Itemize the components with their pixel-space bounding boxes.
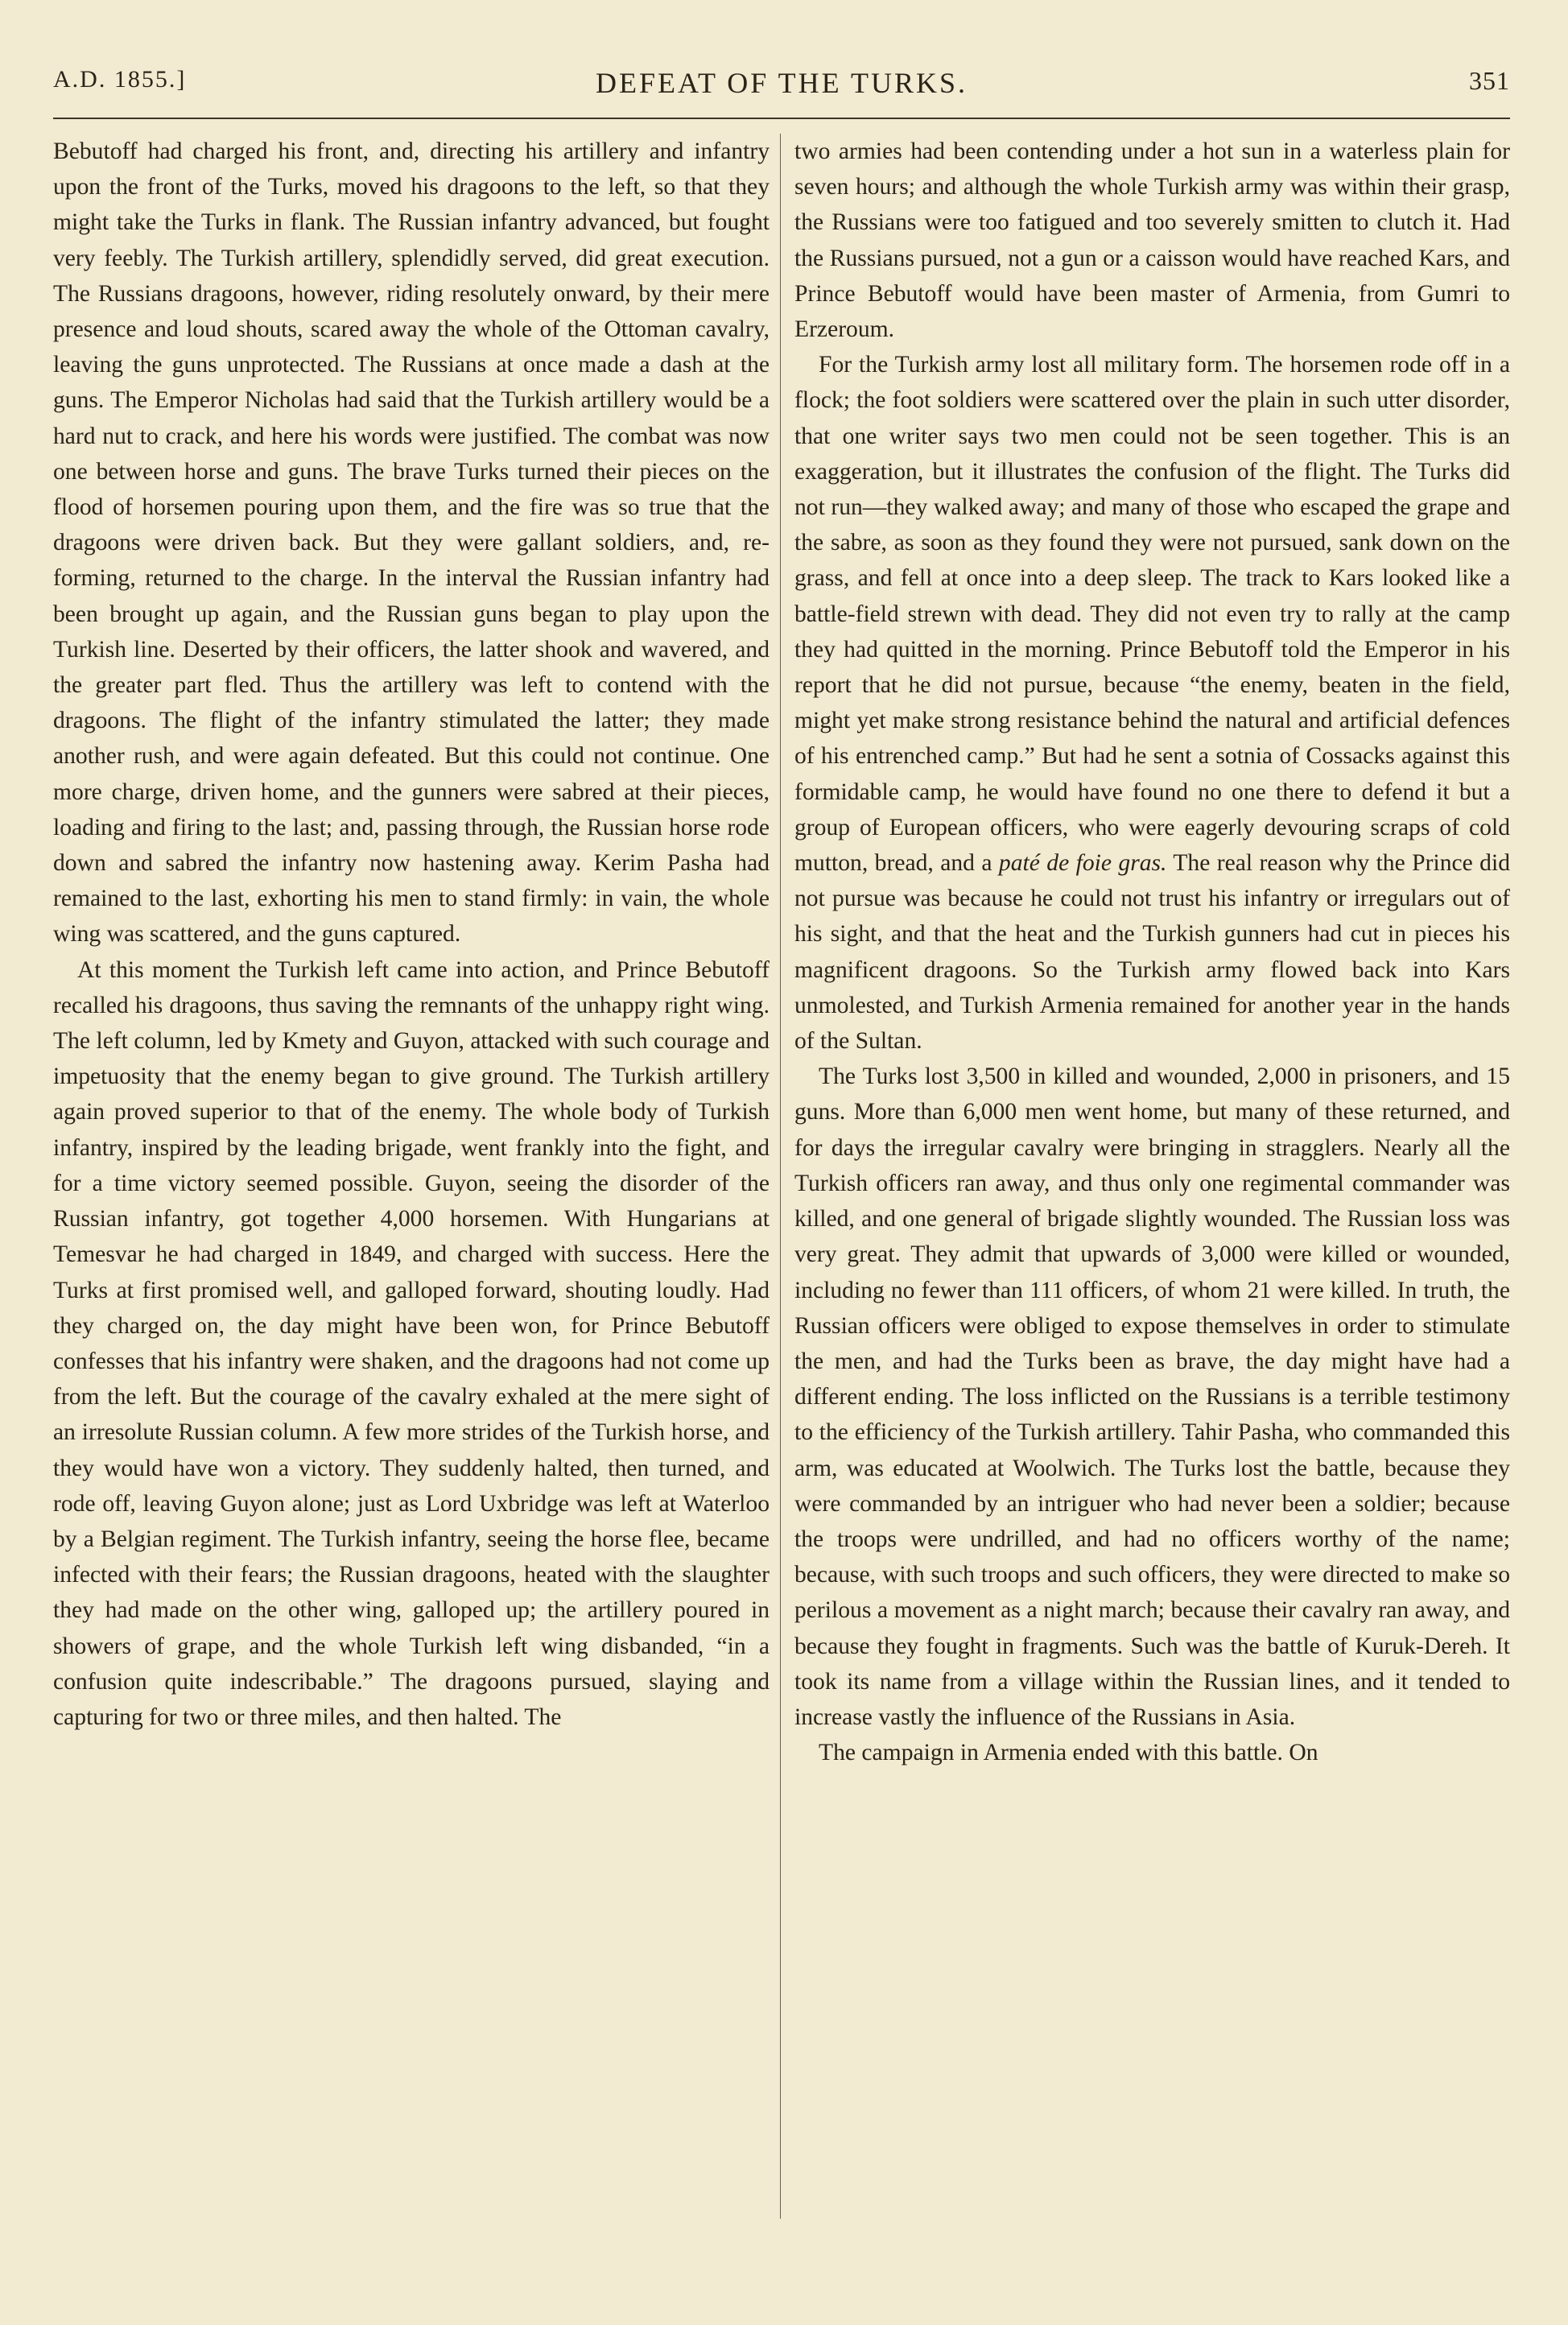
- running-header: [53, 66, 1510, 106]
- right-column: [794, 134, 1510, 1770]
- paragraph: Bebutoff had charged his front, and, directing his artillery and infantry upon the front of the Turks, moved his dragoons to the left, so that they might take the Turks in flank. The Russian infantry advanced, but fought very feebly. The Turkish artillery, splendidly served, did great execution. The Russians dragoons, however, riding resolutely onward, by their mere presence and loud shouts, scared away the whole of the Ottoman cavalry, leaving the guns unprotected. The Russians at once made a dash at the guns. The Emperor Nicholas had said that the Turkish artillery would be a hard nut to crack, and here his words were justified. The combat was now one between horse and guns. The brave Turks turned their pieces on the flood of horsemen pouring upon them, and the fire was so true that the dragoons were driven back. But they were gallant soldiers, and, re-forming, returned to the charge. In the interval the Russian infantry had been brought up again, and the Russian guns began to play upon the Turkish line. Deserted by their officers, the latter shook and wavered, and the greater part fled. Thus the artillery was left to contend with the dragoons. The flight of the infantry stimulated the latter; they made another rush, and were again defeated. But this could not continue. One more charge, driven home, and the gunners were sabred at their pieces, loading and firing to the last; and, passing through, the Russian horse rode down and sabred the infantry now hastening away. Kerim Pasha had remained to the last, exhorting his men to stand firmly: in vain, the whole wing was scattered, and the guns captured.: [53, 138, 770, 948]
- paragraph: The campaign in Armenia ended with this battle. On: [819, 1740, 1318, 1766]
- header-date: A.D. 1855.]: [53, 66, 187, 93]
- page-title: DEFEAT OF THE TURKS.: [595, 67, 968, 99]
- paragraph: [794, 347, 1510, 1059]
- paragraph-text: The real reason why the Prince did not pursue was because he could not trust his infantry or irregulars out of his sight, and that the heat and the Turkish gunners had cut in pieces his magnificent dragoons. So the Turkish army flowed back into Kars unmolested, and Turkish Armenia remained for another year in the hands of the Sultan.: [794, 850, 1510, 1055]
- left-column: [53, 134, 770, 1735]
- column-divider: [780, 134, 781, 2219]
- paragraph-text: For the Turkish army lost all military form. The horsemen rode off in a flock; the foot soldiers were scattered over the plain in such utter disorder, that one writer says two men could not be seen together. This is an exaggeration, but it illustrates the confusion of the flight. The Turks did not run—they walked away; and many of those who escaped the grape and the sabre, as soon as they found they were not pursued, sank down on the grass, and fell at once into a deep sleep. The track to Kars looked like a battle-field strewn with dead. They did not even try to rally at the camp they had quitted in the morning. Prince Bebutoff told the Emperor in his report that he did not pursue, because “the enemy, beaten in the field, might yet make strong resistance behind the natural and artificial defences of his entrenched camp.” But had he sent a sotnia of Cossacks against this formidable camp, he would have found no one there to defend it but a group of European officers, who were eagerly devouring scraps of cold mutton, bread, and a: [794, 352, 1510, 877]
- header-rule: [53, 118, 1510, 119]
- paragraph: The Turks lost 3,500 in killed and wounded, 2,000 in prisoners, and 15 guns. More than 6,000 men went home, but many of these returned, and for days the irregular cavalry were bringing in stragglers. Nearly all the Turkish officers ran away, and thus only one regimental commander was killed, and one general of brigade slightly wounded. The Russian loss was very great. They admit that upwards of 3,000 were killed or wounded, including no fewer than 111 officers, of whom 21 were killed. In truth, the Russian officers were obliged to expose themselves in order to stimulate the men, and had the Turks been as brave, the day might have had a different ending. The loss inflicted on the Russians is a terrible testimony to the efficiency of the Turkish artillery. Tahir Pasha, who commanded this arm, was educated at Woolwich. The Turks lost the battle, because they were commanded by an intriguer who had never been a soldier; because the troops were undrilled, and had no officers worthy of the name; because, with such troops and such officers, they were directed to make so perilous a movement as a night march; because their cavalry ran away, and because they fought in fragments. Such was the battle of Kuruk-Dereh. It took its name from a village within the Russian lines, and it tended to increase vastly the influence of the Russians in Asia.: [794, 1063, 1510, 1730]
- page-number: 351: [1469, 66, 1510, 95]
- paragraph: two armies had been contending under a hot sun in a waterless plain for seven hours; and although the whole Turkish army was within their grasp, the Russians were too fatigued and too severely smitten to clutch it. Had the Russians pursued, not a gun or a caisson would have reached Kars, and Prince Bebutoff would have been master of Armenia, from Gumri to Erzeroum.: [794, 138, 1510, 343]
- italic-phrase: paté de foie gras.: [998, 850, 1167, 877]
- paragraph: At this moment the Turkish left came into action, and Prince Bebutoff recalled his dragoons, thus saving the remnants of the unhappy right wing. The left column, led by Kmety and Guyon, attacked with such courage and impetuosity that the enemy began to give ground. The Turkish artillery again proved superior to that of the enemy. The whole body of Turkish infantry, inspired by the leading brigade, went frankly into the fight, and for a time victory seemed possible. Guyon, seeing the disorder of the Russian infantry, got together 4,000 horsemen. With Hungarians at Temesvar he had charged in 1849, and charged with success. Here the Turks at first promised well, and galloped forward, shouting loudly. Had they charged on, the day might have been won, for Prince Bebutoff confesses that his infantry were shaken, and the dragoons had not come up from the left. But the courage of the cavalry exhaled at the mere sight of an irresolute Russian column. A few more strides of the Turkish horse, and they would have won a victory. They suddenly halted, then turned, and rode off, leaving Guyon alone; just as Lord Uxbridge was left at Waterloo by a Belgian regiment. The Turkish infantry, seeing the horse flee, became infected with their fears; the Russian dragoons, heated with the slaughter they had made on the other wing, galloped up; the artillery poured in showers of grape, and the whole Turkish left wing disbanded, “in a confusion quite indescribable.” The dragoons pursued, slaying and capturing for two or three miles, and then halted. The: [53, 956, 770, 1730]
